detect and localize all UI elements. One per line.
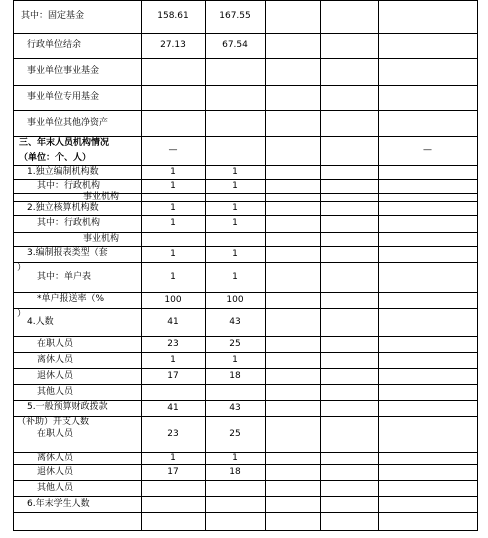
table-rule <box>13 530 478 531</box>
value-col2: 43 <box>229 402 241 413</box>
row-label: 其中：单户表 <box>37 271 92 282</box>
value-col2: 25 <box>229 338 241 349</box>
row-label: 在职人员 <box>37 338 74 349</box>
row-label: 事业单位专用基金 <box>27 92 100 102</box>
row-label: 三、年末人员机构情况 <box>19 138 110 148</box>
value-col1: 1 <box>170 218 176 228</box>
table-rule <box>13 58 478 59</box>
row-label: 退休人员 <box>37 466 74 477</box>
table-rule <box>13 512 478 513</box>
value-col2: 1 <box>232 218 238 228</box>
row-label: 1.独立编制机构数 <box>27 166 99 177</box>
value-col2: 1 <box>232 180 238 191</box>
table-rule <box>13 0 478 1</box>
row-label: 事业单位其他净资产 <box>27 117 109 128</box>
row-label: 6.年末学生人数 <box>27 498 90 509</box>
value-col2: 1 <box>232 166 238 177</box>
value-col1: 1 <box>170 180 176 191</box>
value-col1: 158.61 <box>157 11 189 21</box>
row-label-continued: （补助）开支人数 <box>17 417 90 427</box>
value-col2: 1 <box>232 202 238 213</box>
value-col1: 1 <box>170 248 176 259</box>
table-rule <box>13 384 478 385</box>
table-column-rule <box>320 0 321 530</box>
value-col1: 41 <box>167 402 179 413</box>
row-label: 离休人员 <box>37 354 74 365</box>
table-column-rule <box>265 0 266 530</box>
value-col2: 67.54 <box>222 40 248 50</box>
row-label: 事业机构 <box>83 233 120 244</box>
table-rule <box>13 85 478 86</box>
value-col2: 25 <box>229 428 241 439</box>
value-col1: 27.13 <box>160 40 186 50</box>
value-col1: 17 <box>167 370 179 381</box>
value-col2: 1 <box>232 452 238 463</box>
row-label: 其他人员 <box>37 482 74 493</box>
value-col1: 1 <box>170 452 176 463</box>
row-label: 其他人员 <box>37 386 74 397</box>
value-col1: 41 <box>167 316 179 327</box>
value-col1: 23 <box>167 338 179 349</box>
table-rule <box>13 308 478 309</box>
value-col1: 1 <box>170 202 176 213</box>
value-col2: 167.55 <box>219 11 251 21</box>
value-col1: 1 <box>170 271 176 282</box>
row-label: 其中：固定基金 <box>21 11 85 21</box>
value-col2: 1 <box>232 271 238 282</box>
value-col2: 18 <box>229 370 241 381</box>
row-label: 其中：行政机构 <box>37 180 101 191</box>
row-label: 退休人员 <box>37 370 74 381</box>
value-col2: 1 <box>232 354 238 365</box>
row-label-continued: （单位：个、人） <box>19 153 92 163</box>
row-label: 事业机构 <box>83 191 120 202</box>
row-label: 其中：行政机构 <box>37 218 101 228</box>
table-column-rule <box>378 0 379 530</box>
value-col1: 100 <box>164 294 182 305</box>
row-label: 2.独立核算机构数 <box>27 202 99 213</box>
row-label-continued: ） <box>17 309 27 319</box>
value-col2: 18 <box>229 466 241 477</box>
row-label: 事业单位事业基金 <box>27 66 100 76</box>
table-rule <box>13 110 478 111</box>
value-col1: 17 <box>167 466 179 477</box>
value-col2: 43 <box>229 316 241 327</box>
value-col1: 23 <box>167 428 179 439</box>
row-label: 3.编制报表类型（套 <box>27 248 108 258</box>
value-col1: — <box>168 145 178 155</box>
row-label: 在职人员 <box>37 428 74 439</box>
value-col1: 1 <box>170 166 176 177</box>
row-label: 5.一般预算财政拨款 <box>27 402 108 412</box>
row-label: 行政单位结余 <box>27 40 82 50</box>
table-column-rule <box>477 0 478 530</box>
table-rule <box>13 262 478 263</box>
value-col2: 100 <box>226 294 244 305</box>
row-label: 4.人数 <box>27 316 54 327</box>
row-label-continued: ） <box>17 263 27 273</box>
value-col1: 1 <box>170 354 176 365</box>
table-column-rule <box>13 0 14 530</box>
value-col5: — <box>423 145 432 155</box>
table-rule <box>13 480 478 481</box>
value-col2: 1 <box>232 248 238 259</box>
row-label: *单户报送率（% <box>37 294 105 304</box>
row-label: 离休人员 <box>37 452 74 463</box>
table-rule <box>13 33 478 34</box>
